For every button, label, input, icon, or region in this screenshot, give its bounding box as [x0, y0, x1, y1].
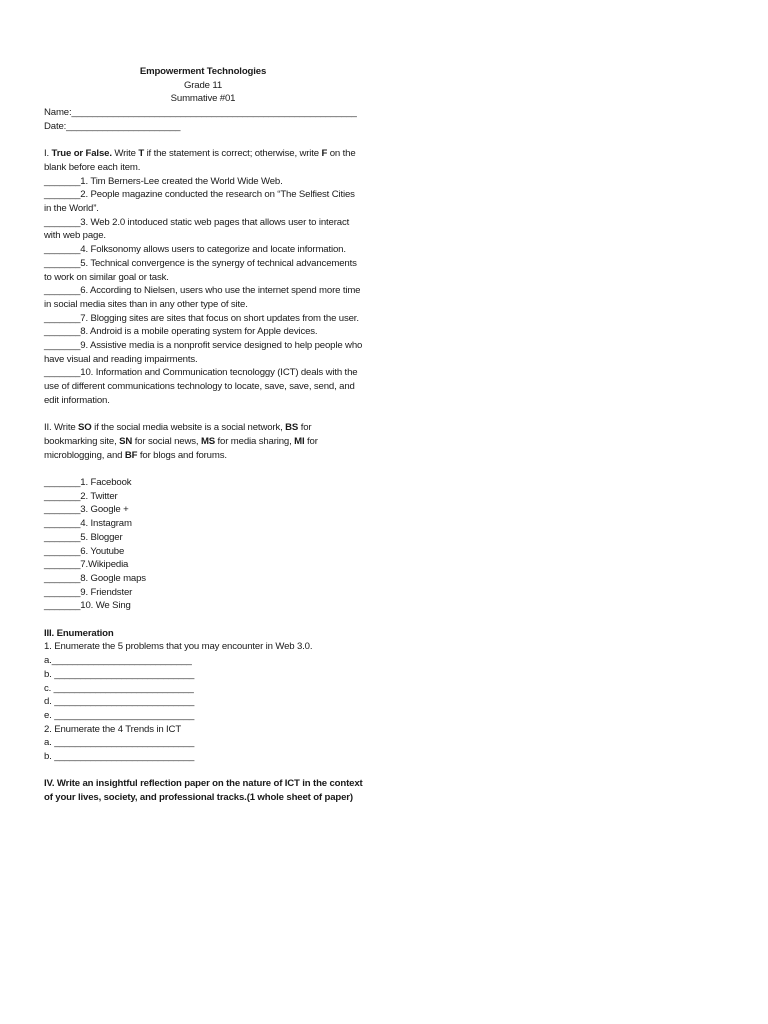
list-item: _______4. Instagram	[44, 518, 132, 530]
part2-text: for bookmarking site,	[44, 422, 312, 447]
part2-code-mi: MI	[294, 435, 305, 447]
part2-text: for social news,	[134, 435, 199, 447]
answer-line: c. ___________________________	[44, 682, 194, 694]
list-item: _______9. Friendster	[44, 586, 133, 598]
list-item: _______7.Wikipedia	[44, 559, 129, 571]
part2-text: for microblogging, and	[44, 435, 318, 461]
worksheet	[44, 65, 364, 805]
part1-roman: I.	[44, 148, 50, 160]
answer-line: b. ___________________________	[44, 668, 195, 680]
enumeration-question-1: 1. Enumerate the 5 problems that you may encounter in Web 3.0.	[44, 641, 313, 653]
list-item: _______10. We Sing	[44, 600, 131, 612]
list-item: _______8. Android is a mobile operating system for Apple devices.	[44, 326, 318, 338]
part1-bold-f: F	[321, 148, 328, 160]
list-item: _______3. Google +	[44, 504, 129, 516]
part1-text-write: Write	[114, 148, 136, 160]
part1-bold-t: T	[138, 148, 145, 160]
answer-line: a. ___________________________	[44, 737, 195, 749]
part2-items	[44, 476, 364, 613]
answer-line: a.___________________________	[44, 655, 192, 667]
answer-line: e. ___________________________	[44, 709, 195, 721]
part2-text: if the social media website is a social network,	[94, 422, 283, 434]
part4-instructions	[44, 777, 364, 804]
part3-section	[44, 627, 364, 764]
grade-label: Grade 11	[183, 79, 223, 91]
part1-text-end: on the blank before each item.	[44, 148, 356, 173]
part2-text: for media sharing,	[217, 435, 292, 447]
list-item: _______8. Google maps	[44, 572, 146, 584]
part1-instructions	[44, 147, 364, 174]
part4-text: IV. Write an insightful reflection paper on the nature of ICT in the context of your lives, society, and professional tracks.(1 whole sheet of paper)	[44, 778, 363, 804]
list-item: _______6. According to Nielsen, users who use the internet spend more time in social media sites than in any other type of site.	[44, 285, 361, 310]
answer-line: d. ___________________________	[44, 696, 195, 708]
part2-code-bf: BF	[124, 449, 138, 461]
part2-code-bs: BS	[285, 422, 299, 434]
list-item: _______5. Technical convergence is the synergy of technical advancements to work on similar goal or task.	[44, 257, 357, 283]
list-item: _______5. Blogger	[44, 531, 123, 543]
list-item: _______2. People magazine conducted the research on “The Selfiest Cities in the World”.	[44, 189, 355, 215]
part2-text: II. Write	[44, 422, 76, 434]
subject-title: Empowerment Technologies	[139, 66, 267, 77]
list-item: _______9. Assistive media is a nonprofit service designed to help people who have visual and reading impairments.	[44, 340, 363, 365]
list-item: _______7. Blogging sites are sites that focus on short updates from the user.	[44, 312, 359, 324]
part2-code-so: SO	[78, 422, 92, 434]
part1-bold-true-false: True or False.	[51, 148, 112, 160]
name-field: Name:_______________________________________________________	[44, 107, 357, 119]
list-item: _______6. Youtube	[44, 545, 125, 557]
list-item: _______4. Folksonomy allows users to categorize and locate information.	[44, 244, 346, 256]
part3-heading: III. Enumeration	[44, 627, 114, 639]
part1-items	[44, 175, 364, 408]
list-item: _______10. Information and Communication tecnologgy (ICT) deals with the use of different communications technology to locate, save, save, send, and edit information.	[44, 367, 358, 406]
part2-text: for blogs and forums.	[139, 449, 227, 461]
list-item: _______3. Web 2.0 intoduced static web pages that allows user to interact with web page.	[44, 216, 350, 242]
part2-instructions	[44, 421, 364, 462]
summative-label: Summative #01	[170, 93, 236, 105]
list-item: _______1. Facebook	[44, 477, 132, 489]
date-field: Date:______________________	[44, 120, 181, 132]
part2-code-sn: SN	[119, 435, 133, 447]
part2-code-ms: MS	[200, 435, 216, 447]
list-item: _______2. Twitter	[44, 490, 118, 502]
worksheet-header	[44, 65, 362, 106]
list-item: _______1. Tim Berners-Lee created the World Wide Web.	[44, 175, 283, 187]
answer-line: b. ___________________________	[44, 751, 195, 763]
part1-text-mid: if the statement is correct; otherwise, write	[146, 148, 319, 160]
enumeration-question-2: 2. Enumerate the 4 Trends in ICT	[44, 723, 182, 735]
